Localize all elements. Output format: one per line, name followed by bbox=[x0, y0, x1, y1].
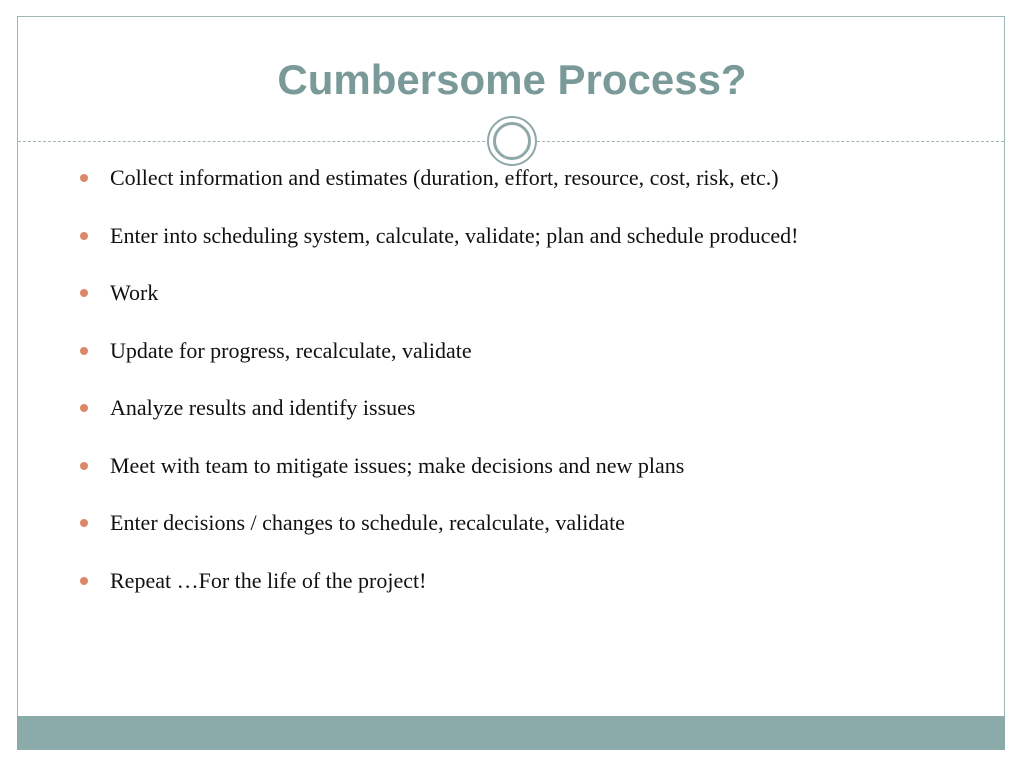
slide-title: Cumbersome Process? bbox=[277, 56, 747, 103]
list-item bbox=[80, 448, 990, 506]
list-item bbox=[80, 333, 990, 391]
inner-circle-icon bbox=[493, 122, 531, 160]
bullet-text: Update for progress, recalculate, validate bbox=[110, 337, 472, 363]
bullet-text: Meet with team to mitigate issues; make decisions and new plans bbox=[110, 452, 685, 478]
footer-bar bbox=[17, 716, 1005, 750]
bullet-dot-icon bbox=[80, 174, 88, 182]
double-circle-icon bbox=[487, 116, 537, 166]
bullet-text: Enter into scheduling system, calculate, validate; plan and schedule produced! bbox=[110, 222, 799, 248]
list-item bbox=[80, 505, 990, 563]
list-item bbox=[80, 563, 990, 621]
bullet-text: Work bbox=[110, 280, 159, 305]
list-item bbox=[80, 275, 990, 333]
bullet-dot-icon bbox=[80, 289, 88, 297]
bullet-dot-icon bbox=[80, 347, 88, 355]
bullet-text: Analyze results and identify issues bbox=[110, 395, 416, 420]
bullet-text: Collect information and estimates (duration, effort, resource, cost, risk, etc.) bbox=[110, 165, 779, 190]
bullet-text: Enter decisions / changes to schedule, recalculate, validate bbox=[110, 510, 625, 535]
bullet-list bbox=[80, 160, 990, 620]
bullet-dot-icon bbox=[80, 462, 88, 470]
bullet-dot-icon bbox=[80, 519, 88, 527]
list-item bbox=[80, 390, 990, 448]
bullet-dot-icon bbox=[80, 577, 88, 585]
bullet-text: Repeat …For the life of the project! bbox=[110, 567, 427, 593]
list-item bbox=[80, 218, 990, 276]
list-item bbox=[80, 160, 990, 218]
bullet-dot-icon bbox=[80, 232, 88, 240]
bullet-dot-icon bbox=[80, 404, 88, 412]
